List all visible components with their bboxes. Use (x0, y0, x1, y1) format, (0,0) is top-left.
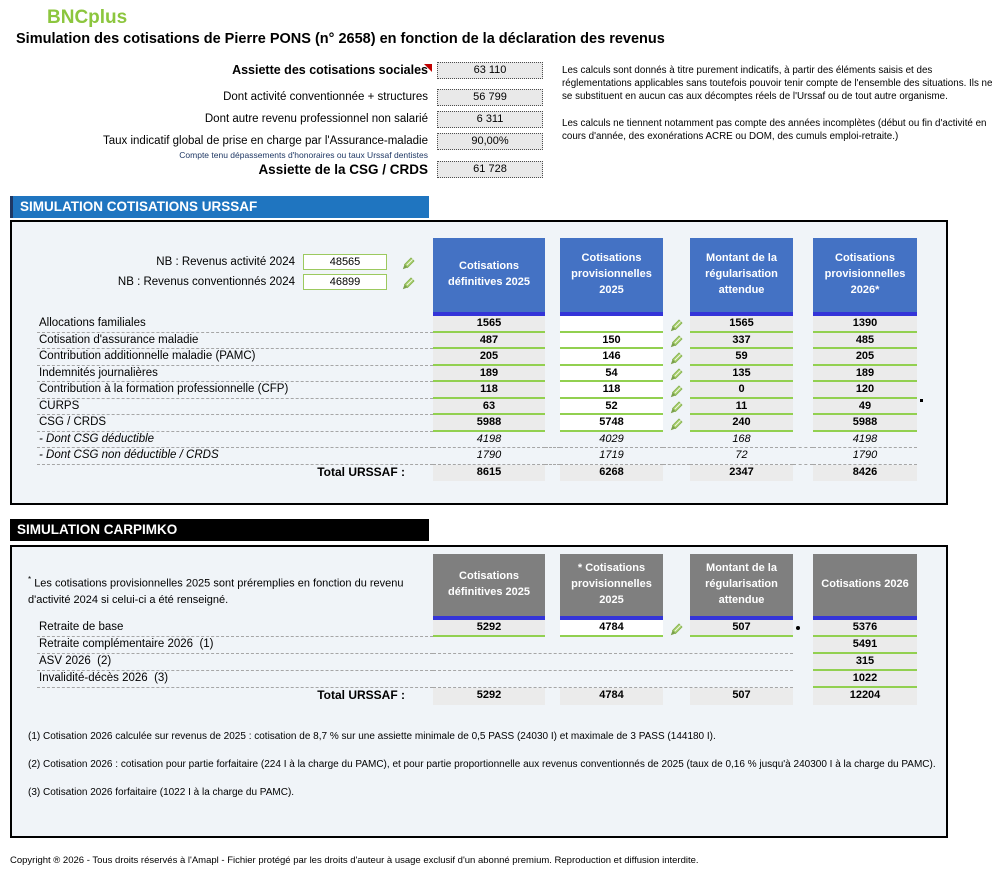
table-cell: 4029 (560, 432, 663, 449)
row-label: CURPS (37, 399, 433, 416)
disclaimer-paragraph-1: Les calculs sont donnés à titre purement indicatifs, à partir des éléments saisis et des réglementations applicables sans toutefois pouvoir tenir compte de l'ensemble des situations. Ils ne se substituent en aucun cas aux décomptes réels de l'Urssaf ou de tout autre organisme. (562, 65, 993, 103)
table-cell: 8615 (433, 465, 545, 482)
table-cell: 1790 (433, 448, 545, 465)
table-cell: 205 (433, 349, 545, 366)
table-cell: 63 (433, 399, 545, 416)
table-cell: 52 (560, 399, 663, 416)
table-row (37, 448, 917, 465)
table-cell: 337 (690, 333, 793, 350)
form-row (0, 89, 560, 106)
field-value-box: 63 110 (437, 62, 543, 79)
carpimko-note (28, 574, 428, 609)
table-cell: 5292 (433, 620, 545, 637)
table-cell: 8426 (813, 465, 917, 482)
form-row (0, 161, 560, 178)
edit-pencil-icon[interactable] (668, 383, 685, 398)
form-row (0, 111, 560, 128)
spacer (545, 415, 560, 432)
table-cell: 4784 (560, 688, 663, 705)
row-label: Retraite complémentaire 2026 (1) (37, 637, 433, 654)
row-label: - Dont CSG déductible (37, 432, 433, 449)
field-value-box: 90,00% (437, 133, 543, 150)
column-header: Cotisations provisionnelles 2025 (560, 238, 663, 316)
spacer (793, 465, 813, 482)
table-total-row (37, 688, 917, 705)
spacer (545, 465, 560, 482)
copyright: Copyright ® 2026 - Tous droits réservés à l'Amapl - Fichier protégé par les droits d'auteur à usage exclusif d'un abonné premium. Reproduction et diffusion interdite. (10, 855, 699, 866)
row-label: Retraite de base (37, 620, 433, 637)
edit-pencil-icon[interactable] (400, 275, 417, 290)
spacer (793, 333, 813, 350)
spacer (793, 415, 813, 432)
pencil-slot (663, 366, 690, 383)
top-form (0, 62, 560, 178)
table-cell: 146 (560, 349, 663, 366)
spacer (545, 366, 560, 383)
spacer (793, 316, 813, 333)
table-cell: 4784 (560, 620, 663, 637)
edit-pencil-icon[interactable] (668, 317, 685, 332)
spacer (793, 432, 813, 449)
column-header: Cotisations définitives 2025 (433, 554, 545, 620)
field-label-wrap (0, 111, 428, 128)
table-cell: 118 (433, 382, 545, 399)
table-row (37, 366, 917, 383)
table-cell: 49 (813, 399, 917, 416)
table-cell: 1565 (433, 316, 545, 333)
pencil-slot (663, 333, 690, 350)
footnote: (3) Cotisation 2026 forfaitaire (1022 I à la charge du PAMC). (28, 787, 295, 798)
revenue-input-label: NB : Revenus conventionnés 2024 (117, 276, 295, 288)
form-row (0, 133, 560, 161)
table-cell: 4198 (433, 432, 545, 449)
table-cell (560, 316, 663, 333)
row-dash-span (433, 654, 793, 671)
edit-pencil-icon[interactable] (668, 350, 685, 365)
disclaimer-paragraph-2: Les calculs ne tiennent notamment pas compte des années incomplètes (début ou fin d'activité en cours d'année, des exonérations ACRE ou DOM, des cumuls emploi-retraite.) (562, 117, 987, 142)
spacer (545, 620, 560, 637)
revenue-input-label: NB : Revenus activité 2024 (156, 256, 295, 268)
field-label: Dont activité conventionnée + structures (223, 91, 428, 103)
stray-dot (920, 399, 923, 402)
table-cell: 5376 (813, 620, 917, 637)
field-value-box: 61 728 (437, 161, 543, 178)
table-cell: 189 (433, 366, 545, 383)
table-cell: 72 (690, 448, 793, 465)
table-cell: 12204 (813, 688, 917, 705)
footnote: (2) Cotisation 2026 : cotisation pour partie forfaitaire (224 I à la charge du PAMC), et pour partie proportionnelle aux revenus conventionnés de 2025 (taux de 0,16 % jusqu'à 240300 I à la charge du PAMC). (28, 759, 936, 770)
field-label-wrap (0, 133, 428, 161)
column-header: Montant de la régularisation attendue (690, 554, 793, 620)
spacer (793, 637, 813, 654)
table-row (37, 316, 917, 333)
table-total-row (37, 465, 917, 482)
edit-pencil-icon[interactable] (668, 621, 685, 636)
row-label: Invalidité-décès 2026 (3) (37, 671, 433, 688)
row-label: CSG / CRDS (37, 415, 433, 432)
table-cell: 1022 (813, 671, 917, 688)
table-row (37, 654, 917, 671)
row-label: Indemnités journalières (37, 366, 433, 383)
footnote: (1) Cotisation 2026 calculée sur revenus de 2025 : cotisation de 8,7 % sur une assiette minimale de 0,5 PASS (24030 I) et maximale de 3 PASS (144180 I). (28, 731, 716, 742)
table-row (37, 671, 917, 688)
table-cell: 59 (690, 349, 793, 366)
table-cell: 507 (690, 688, 793, 705)
table-row (37, 399, 917, 416)
table-cell: 5748 (560, 415, 663, 432)
column-header: Cotisations définitives 2025 (433, 238, 545, 316)
table-cell: 135 (690, 366, 793, 383)
row-label: ASV 2026 (2) (37, 654, 433, 671)
edit-pencil-icon[interactable] (668, 366, 685, 381)
note-text: Les cotisations provisionnelles 2025 sont préremplies en fonction du revenu d'activité 2024 si celui-ci a été renseigné. (28, 577, 404, 606)
row-dash-span (433, 637, 793, 654)
table-cell: 1390 (813, 316, 917, 333)
table-row (37, 415, 917, 432)
form-row (0, 62, 560, 79)
table-cell: 0 (690, 382, 793, 399)
table-cell: 487 (433, 333, 545, 350)
table-cell: 150 (560, 333, 663, 350)
revenue-input[interactable] (303, 254, 387, 270)
table-row (37, 382, 917, 399)
pencil-slot (663, 465, 690, 482)
table-cell: 240 (690, 415, 793, 432)
note-asterisk: * (28, 575, 32, 584)
table-cell: 205 (813, 349, 917, 366)
edit-pencil-icon[interactable] (668, 399, 685, 414)
spacer (793, 382, 813, 399)
spacer (793, 671, 813, 688)
spacer (545, 349, 560, 366)
carpimko-table (37, 620, 917, 705)
revenue-input-row (40, 252, 417, 272)
spacer (793, 448, 813, 465)
row-label: - Dont CSG non déductible / CRDS (37, 448, 433, 465)
field-sublabel: Compte tenu dépassements d'honoraires ou taux Urssaf dentistes (179, 150, 428, 160)
spacer (545, 432, 560, 449)
pencil-slot (663, 382, 690, 399)
table-cell: 11 (690, 399, 793, 416)
table-cell: 1719 (560, 448, 663, 465)
table-row (37, 333, 917, 350)
edit-pencil-icon[interactable] (400, 255, 417, 270)
field-label-wrap (0, 89, 428, 106)
table-cell: 5292 (433, 688, 545, 705)
urssaf-revenue-inputs (40, 252, 417, 292)
table-row (37, 637, 917, 654)
table-cell: 5988 (813, 415, 917, 432)
edit-pencil-icon[interactable] (668, 333, 685, 348)
spacer (793, 399, 813, 416)
revenue-input[interactable] (303, 274, 387, 290)
revenue-input-row (40, 272, 417, 292)
pencil-slot (663, 415, 690, 432)
row-label: Contribution additionnelle maladie (PAMC) (37, 349, 433, 366)
disclaimer (562, 64, 998, 156)
field-value-box: 6 311 (437, 111, 543, 128)
row-label: Cotisation d'assurance maladie (37, 333, 433, 350)
pencil-slot (663, 432, 690, 449)
row-label: Allocations familiales (37, 316, 433, 333)
field-label-wrap (0, 161, 428, 178)
bullet-dot (796, 626, 800, 630)
field-label-wrap (0, 62, 428, 79)
table-cell: 5988 (433, 415, 545, 432)
spacer (545, 688, 560, 705)
carpimko-footnotes (28, 731, 990, 815)
field-label: Taux indicatif global de prise en charge par l'Assurance-maladie (102, 135, 428, 147)
spacer (793, 654, 813, 671)
table-cell: 485 (813, 333, 917, 350)
table-cell: 118 (560, 382, 663, 399)
pencil-slot (663, 688, 690, 705)
table-cell: 168 (690, 432, 793, 449)
spacer (793, 366, 813, 383)
table-cell: 4198 (813, 432, 917, 449)
table-cell: 54 (560, 366, 663, 383)
table-cell: 315 (813, 654, 917, 671)
spacer (545, 316, 560, 333)
spacer (793, 349, 813, 366)
column-header: Cotisations 2026 (813, 554, 917, 620)
table-cell: 189 (813, 366, 917, 383)
field-label: Assiette de la CSG / CRDS (258, 162, 428, 177)
pencil-slot (663, 448, 690, 465)
row-label: Contribution à la formation professionnelle (CFP) (37, 382, 433, 399)
pencil-slot (663, 620, 690, 637)
table-row (37, 620, 917, 637)
spacer (793, 688, 813, 705)
column-header: Cotisations provisionnelles 2026* (813, 238, 917, 316)
pencil-slot (663, 316, 690, 333)
spacer (545, 399, 560, 416)
urssaf-table (37, 316, 917, 481)
table-cell: 1790 (813, 448, 917, 465)
field-value-box: 56 799 (437, 89, 543, 106)
spacer (545, 333, 560, 350)
pencil-slot (663, 399, 690, 416)
table-cell: 1565 (690, 316, 793, 333)
table-cell: 6268 (560, 465, 663, 482)
table-cell: 507 (690, 620, 793, 637)
column-header: * Cotisations provisionnelles 2025 (560, 554, 663, 620)
field-label: Assiette des cotisations sociales (232, 63, 428, 77)
pencil-slot (663, 349, 690, 366)
column-header: Montant de la régularisation attendue (690, 238, 793, 316)
table-cell: 2347 (690, 465, 793, 482)
brand-logo: BNCplus (47, 7, 128, 28)
page-title: Simulation des cotisations de Pierre PONS (n° 2658) en fonction de la déclaration des revenus (16, 31, 665, 47)
total-label: Total URSSAF : (317, 688, 405, 702)
table-cell: 5491 (813, 637, 917, 654)
edit-pencil-icon[interactable] (668, 416, 685, 431)
field-label: Dont autre revenu professionnel non salarié (204, 113, 428, 125)
table-cell: 120 (813, 382, 917, 399)
table-row (37, 432, 917, 449)
carpimko-section-header: SIMULATION CARPIMKO (10, 519, 429, 541)
row-dash-span (433, 671, 793, 688)
table-row (37, 349, 917, 366)
urssaf-section-header: SIMULATION COTISATIONS URSSAF (10, 196, 429, 218)
total-label: Total URSSAF : (317, 464, 405, 479)
spacer (545, 382, 560, 399)
spacer (545, 448, 560, 465)
